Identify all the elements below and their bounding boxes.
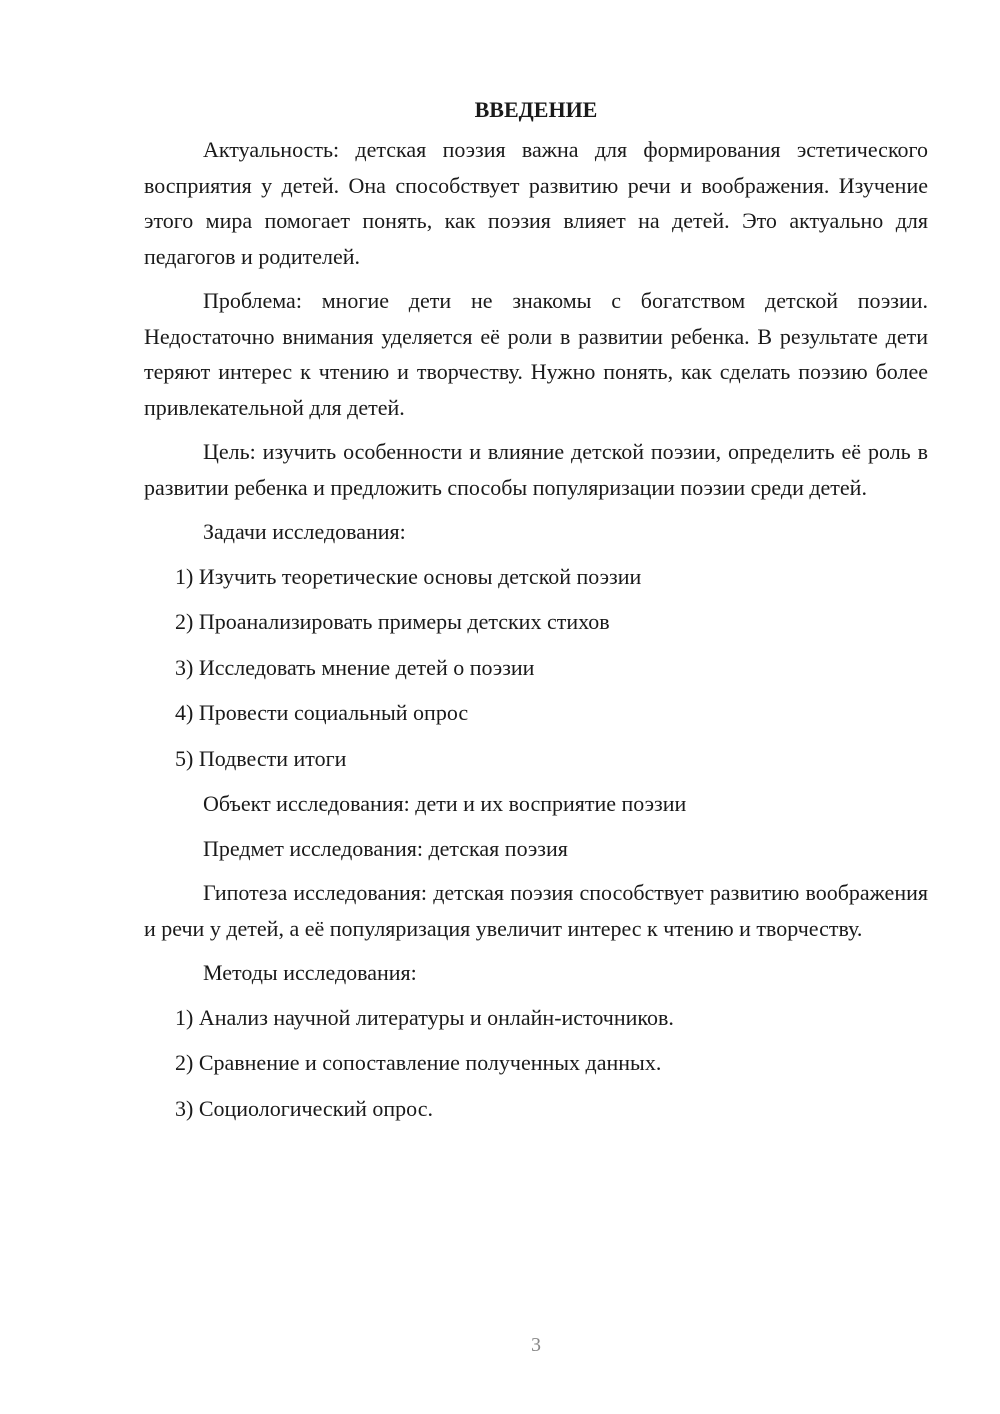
object-paragraph: Объект исследования: дети и их восприятие поэзии bbox=[203, 791, 687, 816]
problem-paragraph: Проблема: многие дети не знакомы с богатством детской поэзии. Недостаточно внимания уделяется её роли в развитии ребенка. В результате дети теряют интерес к чтению и творчеству. Нужно понять, как сделать поэзию более привлекательной для детей. bbox=[144, 288, 928, 420]
tasks-title: Задачи исследования: bbox=[203, 519, 406, 544]
page-title: ВВЕДЕНИЕ bbox=[474, 97, 598, 122]
methods-list bbox=[144, 1000, 928, 1127]
tasks-list bbox=[144, 559, 928, 777]
list-item: 2) Проанализировать примеры детских стихов bbox=[175, 609, 610, 634]
subject-paragraph: Предмет исследования: детская поэзия bbox=[203, 835, 568, 861]
list-item: 3) Исследовать мнение детей о поэзии bbox=[175, 654, 535, 680]
list-item: 5) Подвести итоги bbox=[175, 745, 347, 771]
list-item: 1) Изучить теоретические основы детской поэзии bbox=[175, 563, 642, 589]
list-item: 1) Анализ научной литературы и онлайн-источников. bbox=[175, 1004, 674, 1030]
list-item: 4) Провести социальный опрос bbox=[175, 700, 469, 725]
relevance-paragraph: Актуальность: детская поэзия важна для формирования эстетического восприятия у детей. Она способствует развитию речи и воображения. Изучение этого мира помогает понять, как поэзия влияет на детей. Это актуально для педагогов и родителей. bbox=[144, 137, 928, 269]
page-number: 3 bbox=[531, 1334, 541, 1356]
page-content bbox=[144, 92, 928, 1136]
methods-title: Методы исследования: bbox=[203, 960, 417, 985]
list-item: 3) Социологический опрос. bbox=[175, 1095, 433, 1121]
hypothesis-paragraph: Гипотеза исследования: детская поэзия способствует развитию воображения и речи у детей, а её популяризация увеличит интерес к чтению и творчеству. bbox=[144, 880, 928, 941]
list-item: 2) Сравнение и сопоставление полученных данных. bbox=[175, 1050, 662, 1075]
goal-paragraph: Цель: изучить особенности и влияние детской поэзии, определить её роль в развитии ребенка и предложить способы популяризации поэзии среди детей. bbox=[144, 439, 928, 500]
